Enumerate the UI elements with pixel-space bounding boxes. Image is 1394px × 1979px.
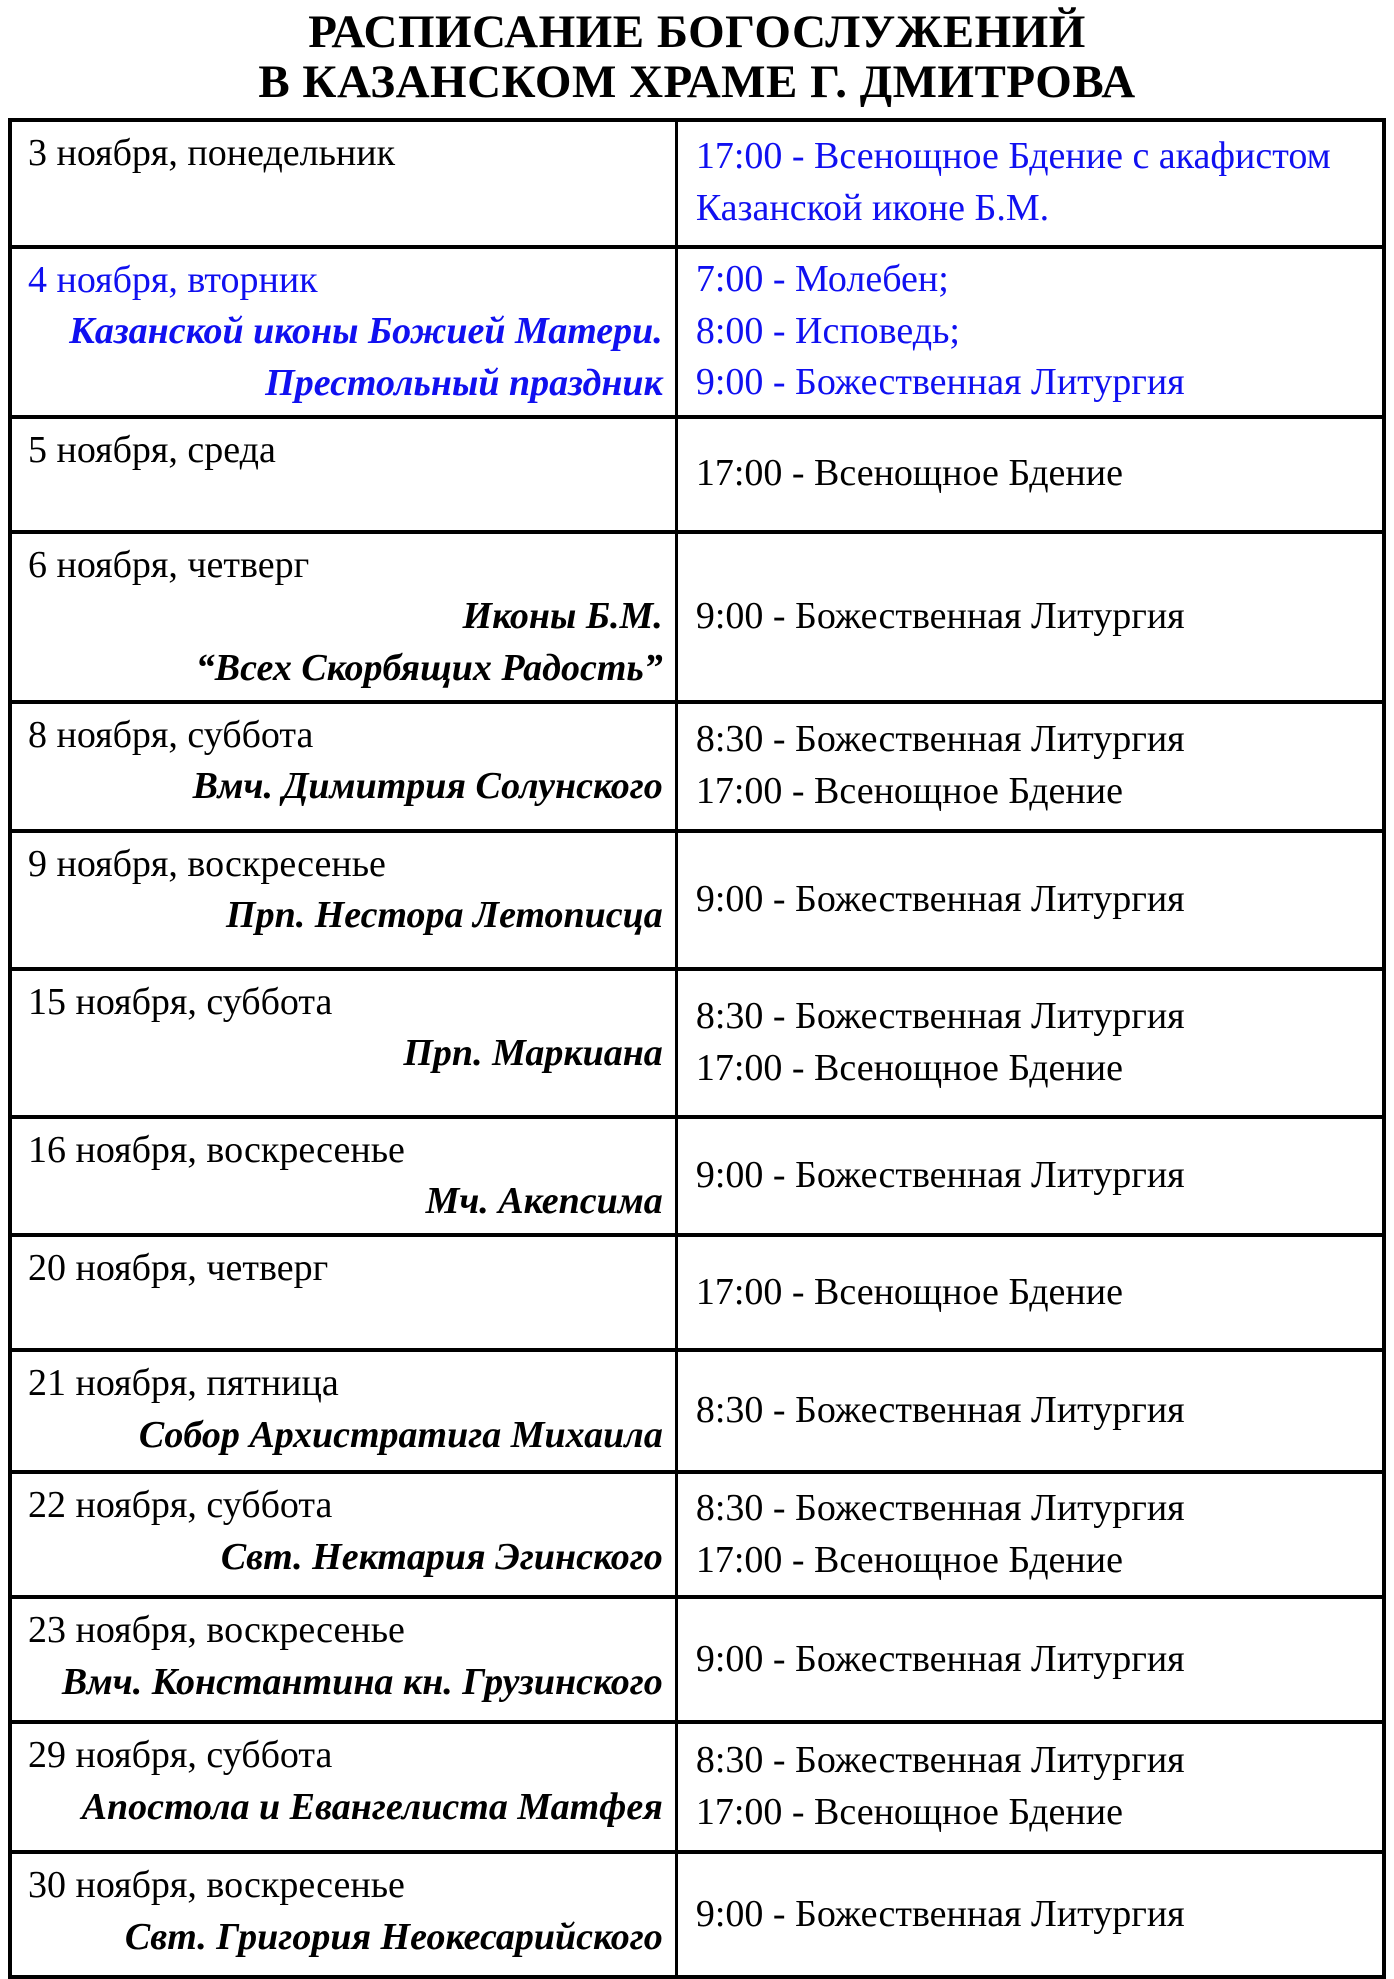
time-entry: 9:00 - Божественная Литургия (695, 361, 1185, 404)
date-cell (12, 419, 678, 530)
feast-text: Прп. Нестора Летописца (226, 894, 663, 937)
feast-text: Апостола и Евангелиста Матфея (81, 1785, 663, 1828)
date-cell (12, 1352, 678, 1470)
time-entry: 8:00 - Исповедь; (695, 309, 960, 352)
date-text: 4 ноября, вторник (28, 258, 318, 301)
table-row (12, 249, 1382, 419)
date-text: 3 ноября, понедельник (28, 131, 396, 174)
table-row (12, 534, 1382, 704)
times-cell (678, 833, 1382, 967)
date-text: 9 ноября, воскресенье (28, 842, 386, 885)
date-text: 20 ноября, четверг (28, 1247, 329, 1289)
table-row (12, 833, 1382, 971)
feast-text: Вмч. Константина кн. Грузинского (61, 1660, 663, 1703)
table-row (12, 1854, 1382, 1975)
feast-text: “Всех Скорбящих Радость” (195, 646, 663, 689)
time-entry: 8:30 - Божественная Литургия (695, 1486, 1185, 1529)
date-cell (12, 1474, 678, 1595)
times-cell (678, 704, 1382, 829)
table-row (12, 1724, 1382, 1854)
table-row (12, 122, 1382, 249)
schedule-table (8, 118, 1386, 1979)
date-cell (12, 1599, 678, 1720)
feast-text: Казанской иконы Божией Матери. (69, 310, 663, 353)
table-row (12, 1599, 1382, 1724)
time-entry: 7:00 - Молебен; (695, 258, 949, 301)
time-entry: 8:30 - Божественная Литургия (695, 718, 1185, 761)
date-cell (12, 534, 678, 700)
feast-text: Престольный праздник (265, 361, 663, 404)
time-entry: 9:00 - Божественная Литургия (695, 594, 1185, 637)
date-cell (12, 704, 678, 829)
time-entry: 17:00 - Всенощное Бдение (695, 1538, 1123, 1581)
time-entry: 17:00 - Всенощное Бдение (695, 770, 1123, 813)
time-entry: 9:00 - Божественная Литургия (695, 1153, 1185, 1196)
table-row (12, 971, 1382, 1119)
feast-text: Свт. Григория Неокесарийского (124, 1915, 663, 1958)
time-entry: 9:00 - Божественная Литургия (695, 1892, 1185, 1935)
time-entry: 17:00 - Всенощное Бдение (695, 452, 1123, 495)
time-entry: 8:30 - Божественная Литургия (695, 1739, 1185, 1782)
feast-text: Мч. Акепсима (425, 1180, 663, 1223)
feast-text: Собор Архистратига Михаила (138, 1413, 663, 1456)
time-entry: 9:00 - Божественная Литургия (695, 1637, 1185, 1680)
time-entry: 17:00 - Всенощное Бдение (695, 1046, 1123, 1089)
date-text: 22 ноября, суббота (28, 1484, 333, 1526)
times-cell (678, 1724, 1382, 1850)
date-text: 6 ноября, четверг (28, 543, 310, 586)
date-text: 16 ноября, воскресенье (28, 1128, 405, 1171)
times-cell (678, 1119, 1382, 1233)
times-cell (678, 1352, 1382, 1470)
date-cell (12, 1854, 678, 1975)
time-entry: 8:30 - Божественная Литургия (695, 994, 1185, 1037)
date-text: 23 ноября, воскресенье (28, 1609, 405, 1651)
times-cell (678, 971, 1382, 1115)
time-entry: 17:00 - Всенощное Бдение (695, 1791, 1123, 1833)
date-text: 30 ноября, воскресенье (28, 1864, 405, 1906)
table-row (12, 1119, 1382, 1237)
date-cell (12, 971, 678, 1115)
time-entry: 8:30 - Божественная Литургия (695, 1389, 1185, 1432)
time-entry: 17:00 - Всенощное Бдение (695, 1270, 1123, 1313)
date-cell (12, 122, 678, 245)
time-entry: 9:00 - Божественная Литургия (695, 877, 1185, 920)
page-title-line-1: РАСПИСАНИЕ БОГОСЛУЖЕНИЙ (308, 6, 1086, 58)
table-row (12, 1474, 1382, 1599)
times-cell (678, 1854, 1382, 1975)
date-cell (12, 249, 678, 415)
table-row (12, 704, 1382, 833)
date-text: 5 ноября, среда (28, 428, 276, 471)
date-text: 29 ноября, суббота (28, 1734, 333, 1776)
times-cell (678, 122, 1382, 245)
feast-text: Иконы Б.М. (462, 595, 663, 638)
feast-text: Вмч. Димитрия Солунского (192, 765, 663, 808)
feast-text: Свт. Нектария Эгинского (220, 1535, 663, 1578)
time-entry: 17:00 - Всенощное Бдение с акафистом Казанской иконе Б.М. (695, 135, 1331, 230)
table-row (12, 1352, 1382, 1474)
times-cell (678, 419, 1382, 530)
table-row (12, 419, 1382, 534)
times-cell (678, 1599, 1382, 1720)
times-cell (678, 1474, 1382, 1595)
page-title-line-2: В КАЗАНСКОМ ХРАМЕ Г. ДМИТРОВА (258, 55, 1136, 108)
times-cell (678, 534, 1382, 700)
times-cell (678, 1237, 1382, 1348)
table-row (12, 1237, 1382, 1352)
feast-text: Прп. Маркиана (403, 1032, 663, 1075)
date-text: 15 ноября, суббота (28, 980, 333, 1023)
date-cell (12, 833, 678, 967)
times-cell (678, 249, 1382, 415)
date-text: 21 ноября, пятница (28, 1362, 339, 1404)
date-cell (12, 1237, 678, 1348)
date-cell (12, 1724, 678, 1850)
page-title (0, 0, 1394, 108)
date-cell (12, 1119, 678, 1233)
date-text: 8 ноября, суббота (28, 713, 314, 756)
